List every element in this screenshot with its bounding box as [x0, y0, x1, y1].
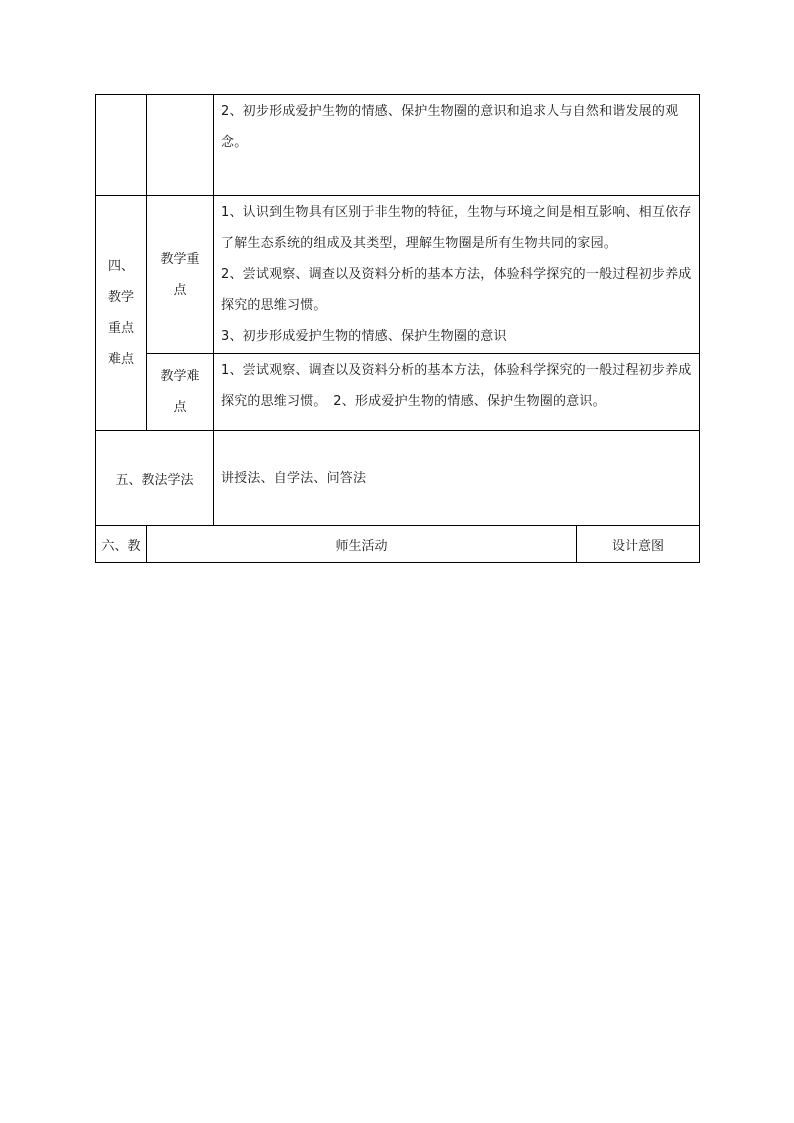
process-section-label-cell — [96, 526, 147, 563]
difficult-points-content — [214, 354, 700, 431]
key-point-item-3: 3、初步形成爱护生物的情感、保护生物圈的意识 — [221, 329, 507, 344]
methods-row — [96, 431, 700, 526]
key-difficult-section-label-text: 四、教学重点难点 — [107, 259, 134, 367]
methods-label: 五、教法学法 — [115, 472, 194, 488]
activity-header: 师生活动 — [335, 538, 388, 554]
difficult-points-label-cell — [147, 354, 214, 431]
process-header-row — [96, 526, 700, 563]
difficult-point-text: 1、尝试观察、调查以及资料分析的基本方法，体验科学探究的一般过程初步养成探究的思维习惯。 2、形成爱护生物的情感、保护生物圈的意识。 — [221, 363, 692, 409]
key-points-label-cell — [147, 196, 214, 354]
objective-continued-row — [96, 95, 700, 196]
key-points-content — [214, 196, 705, 354]
key-difficult-section-label — [96, 196, 147, 431]
objective-continued-cell — [214, 95, 700, 196]
key-point-item-1: 1、认识到生物具有区别于非生物的特征，生物与环境之间是相互影响、相互依存 了解生态系统的组成及其类型，理解生物圈是所有生物共同的家园。 — [221, 205, 705, 251]
process-section-label: 六、教 — [101, 538, 141, 554]
objective-item-2: 2、初步形成爱护生物的情感、保护生物圈的意识和追求人与自然和谐发展的观念。 — [221, 104, 679, 150]
objective-section-label-cell — [96, 95, 147, 196]
intent-header-cell — [577, 526, 700, 563]
key-point-item-2: 2、尝试观察、调查以及资料分析的基本方法，体验科学探究的一般过程初步养成探究的思维习惯。 — [221, 267, 692, 313]
difficult-points-row — [96, 354, 700, 431]
methods-content-cell — [214, 431, 700, 526]
methods-text: 讲授法、自学法、问答法 — [221, 471, 367, 486]
difficult-points-label: 教学难点 — [160, 369, 200, 415]
methods-label-cell — [96, 431, 214, 526]
activity-header-cell — [147, 526, 577, 563]
intent-header: 设计意图 — [612, 538, 665, 554]
key-points-label: 教学重点 — [160, 251, 200, 298]
lesson-plan-table — [95, 94, 705, 563]
key-points-row — [96, 196, 700, 354]
objective-sub-label-cell — [147, 95, 214, 196]
